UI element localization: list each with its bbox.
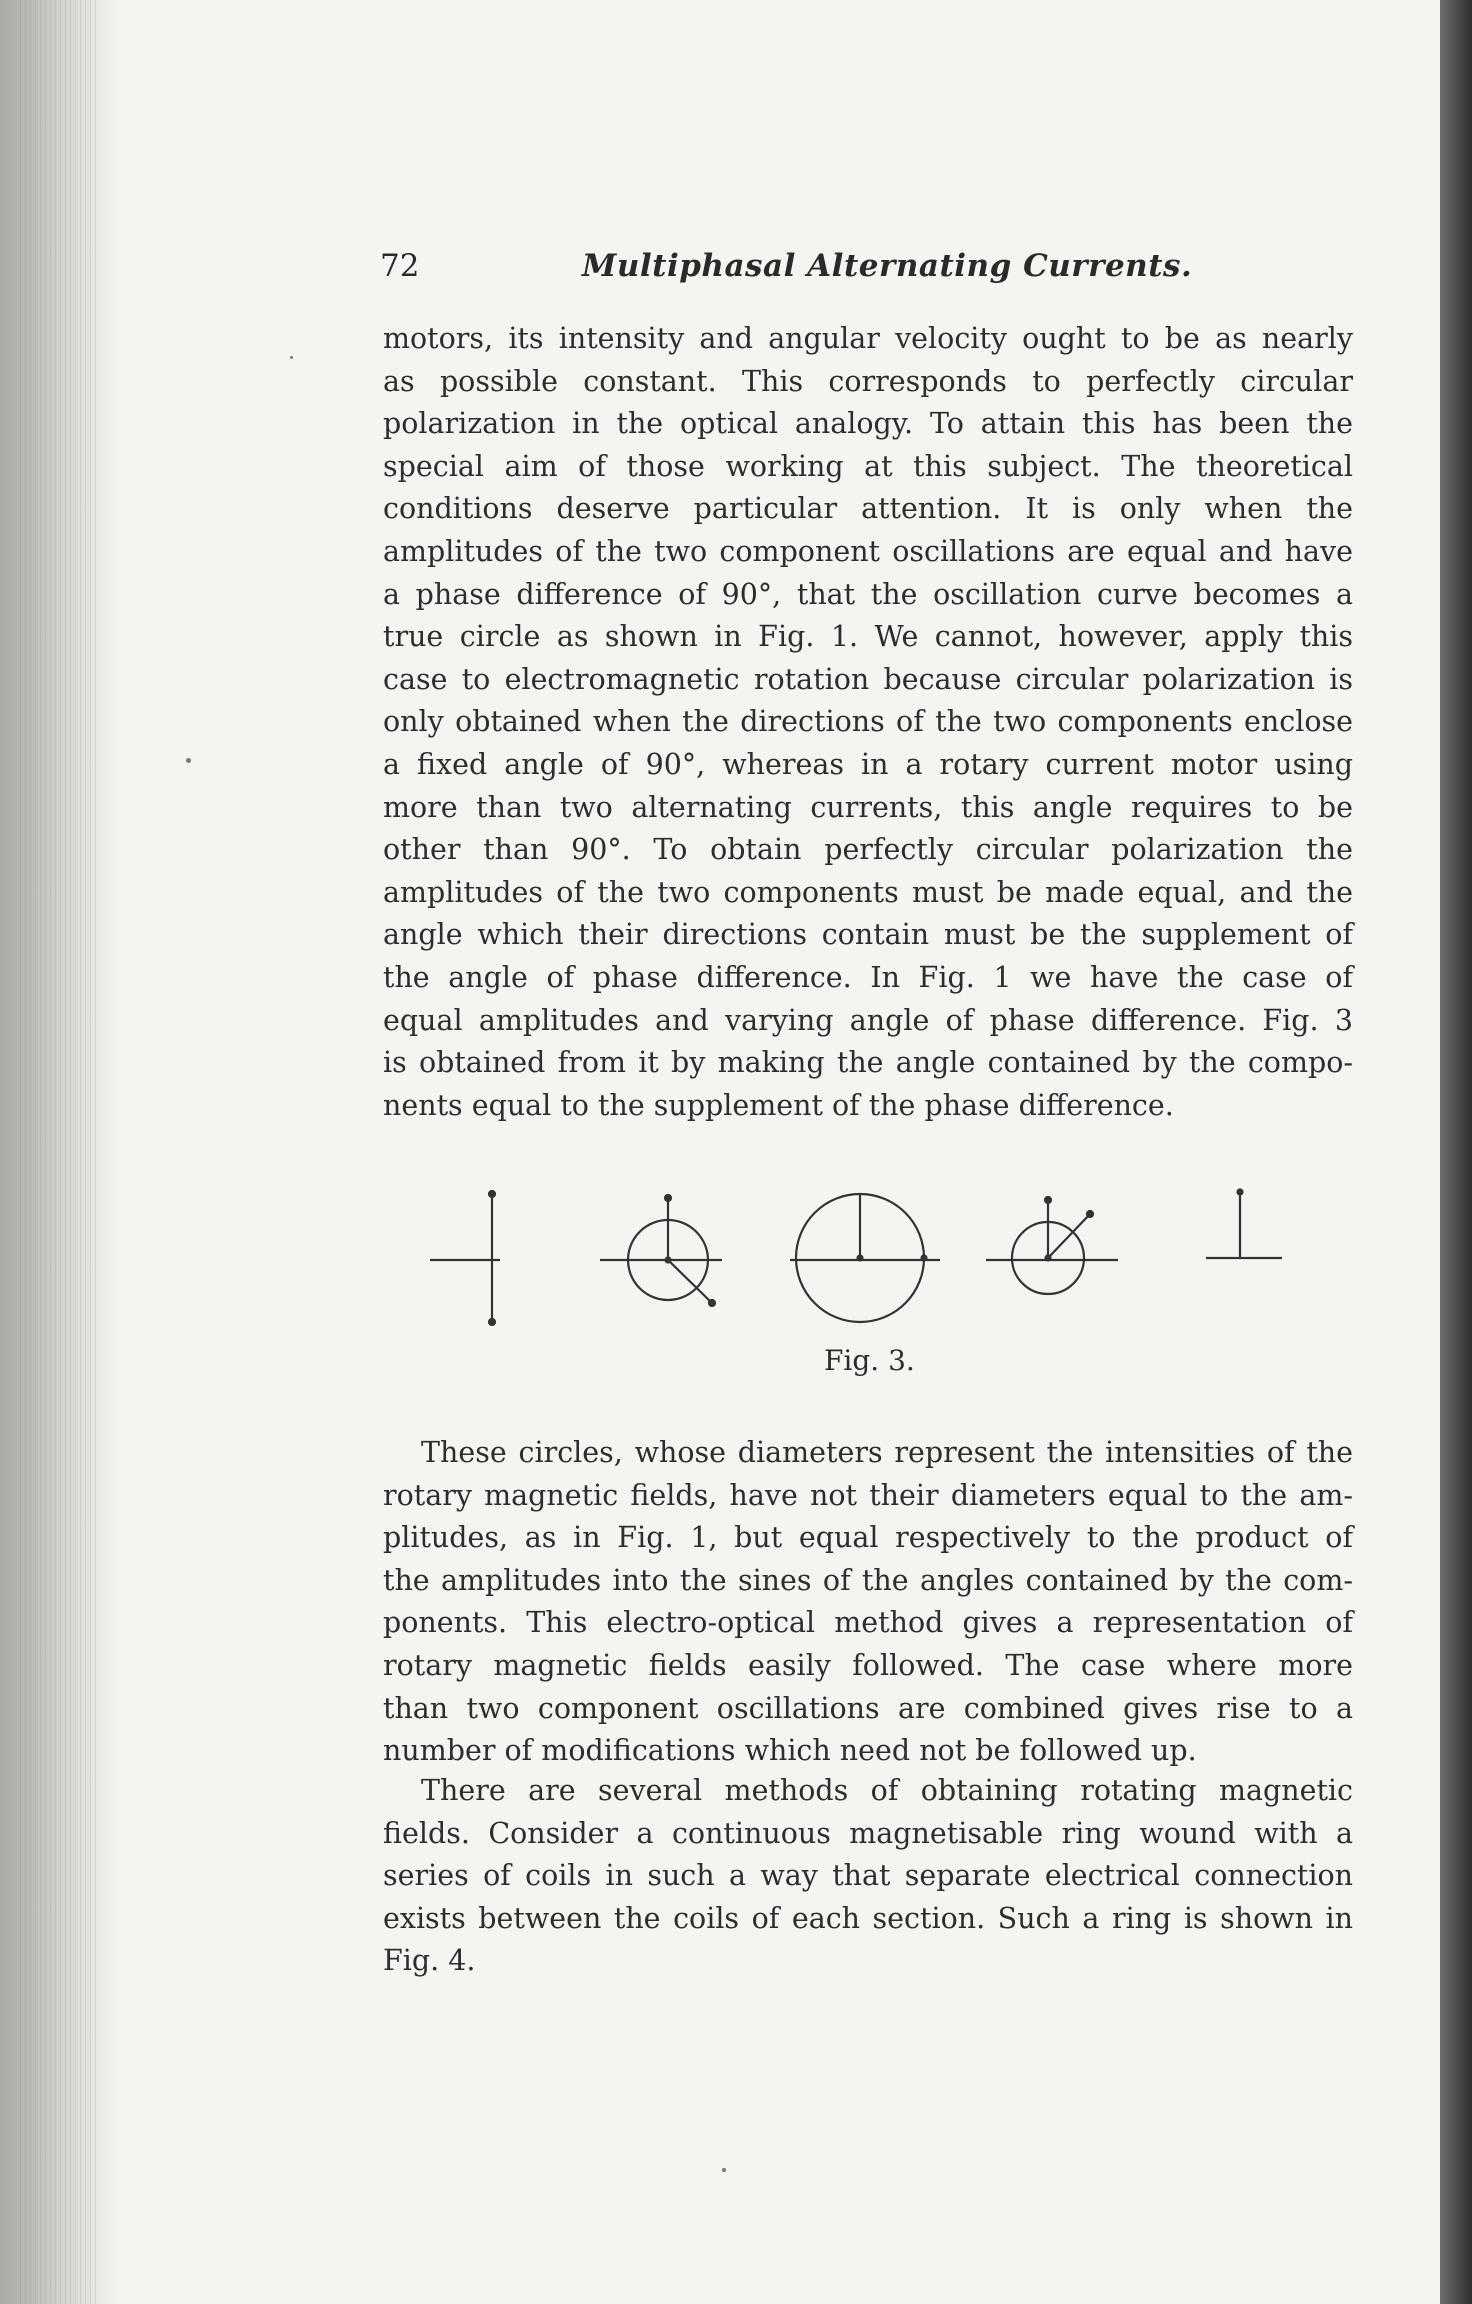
- text-line: equal amplitudes and varying angle of phase difference. Fig. 3: [383, 1003, 1353, 1037]
- text-line: as possible constant. This corresponds to perfectly circular: [383, 364, 1353, 398]
- running-title: Multiphasal Alternating Currents.: [582, 248, 1193, 284]
- text-line: true circle as shown in Fig. 1. We cannot, however, apply this: [383, 620, 1353, 654]
- running-head: [380, 248, 1360, 298]
- cross-diagram: [430, 1191, 500, 1325]
- text-line: rotary magnetic fields easily followed. The case where more: [383, 1648, 1353, 1682]
- text-line: more than two alternating currents, this angle requires to be: [383, 790, 1353, 824]
- text-line: a fixed angle of 90°, whereas in a rotary current motor using: [383, 747, 1353, 781]
- text-line: rotary magnetic fields, have not their diameters equal to the am-: [383, 1478, 1353, 1512]
- text-line: the angle of phase difference. In Fig. 1 we have the case of: [383, 960, 1353, 994]
- inverted-t-diagram: [1206, 1190, 1282, 1259]
- text-line: number of modifications which need not be followed up.: [383, 1734, 1197, 1768]
- text-line: angle which their directions contain must be the supplement of: [383, 918, 1353, 952]
- text-line: plitudes, as in Fig. 1, but equal respectively to the product of: [383, 1521, 1353, 1555]
- text-line: There are several methods of obtaining rotating magnetic: [421, 1774, 1353, 1807]
- text-line: special aim of those working at this subject. The theoretical: [383, 449, 1353, 483]
- page-stack-lines: [20, 0, 100, 2304]
- text-line: exists between the coils of each section. Such a ring is shown in: [383, 1901, 1353, 1935]
- figure-3-diagram: [430, 1170, 1310, 1340]
- paragraph-2: [383, 1432, 1353, 1773]
- figure-caption: Fig. 3.: [824, 1344, 915, 1377]
- text-line: conditions deserve particular attention. It is only when the: [383, 492, 1353, 526]
- figure-3: [430, 1170, 1310, 1340]
- text-line: case to electromagnetic rotation because circular polarization is: [383, 662, 1353, 696]
- page-number: 72: [380, 248, 420, 284]
- text-line: the amplitudes into the sines of the angles contained by the com-: [383, 1563, 1353, 1597]
- text-line: amplitudes of the two component oscillations are equal and have: [383, 534, 1353, 568]
- paper-speck: [290, 356, 293, 359]
- paragraph-1: [383, 318, 1353, 1127]
- large-circle-diagram: [790, 1194, 940, 1322]
- text-line: Fig. 4.: [383, 1944, 476, 1978]
- text-line: fields. Consider a continuous magnetisable ring wound with a: [383, 1816, 1353, 1850]
- text-line: than two component oscillations are combined gives rise to a: [383, 1691, 1353, 1725]
- text-line: a phase difference of 90°, that the oscillation curve becomes a: [383, 577, 1353, 611]
- text-line: amplitudes of the two components must be made equal, and the: [383, 875, 1353, 909]
- text-line: These circles, whose diameters represent the intensities of the: [421, 1436, 1353, 1469]
- text-line: is obtained from it by making the angle contained by the compo-: [383, 1046, 1353, 1080]
- text-line: other than 90°. To obtain perfectly circular polarization the: [383, 833, 1353, 867]
- paragraph-3: [383, 1770, 1353, 1983]
- small-circle-diagram: [600, 1195, 722, 1306]
- text-line: polarization in the optical analogy. To attain this has been the: [383, 407, 1353, 441]
- text-line: nents equal to the supplement of the phase difference.: [383, 1088, 1174, 1122]
- oblique-circle-diagram: [986, 1197, 1118, 1294]
- text-line: motors, its intensity and angular velocity ought to be as nearly: [383, 322, 1353, 355]
- page-right-edge: [1440, 0, 1472, 2304]
- text-line: ponents. This electro-optical method gives a representation of: [383, 1606, 1353, 1640]
- text-line: only obtained when the directions of the two components enclose: [383, 705, 1353, 739]
- text-line: series of coils in such a way that separate electrical connection: [383, 1859, 1353, 1893]
- page-gutter-shadow: [0, 0, 120, 2304]
- paper-speck: [186, 758, 191, 763]
- paper-speck: [722, 2168, 726, 2172]
